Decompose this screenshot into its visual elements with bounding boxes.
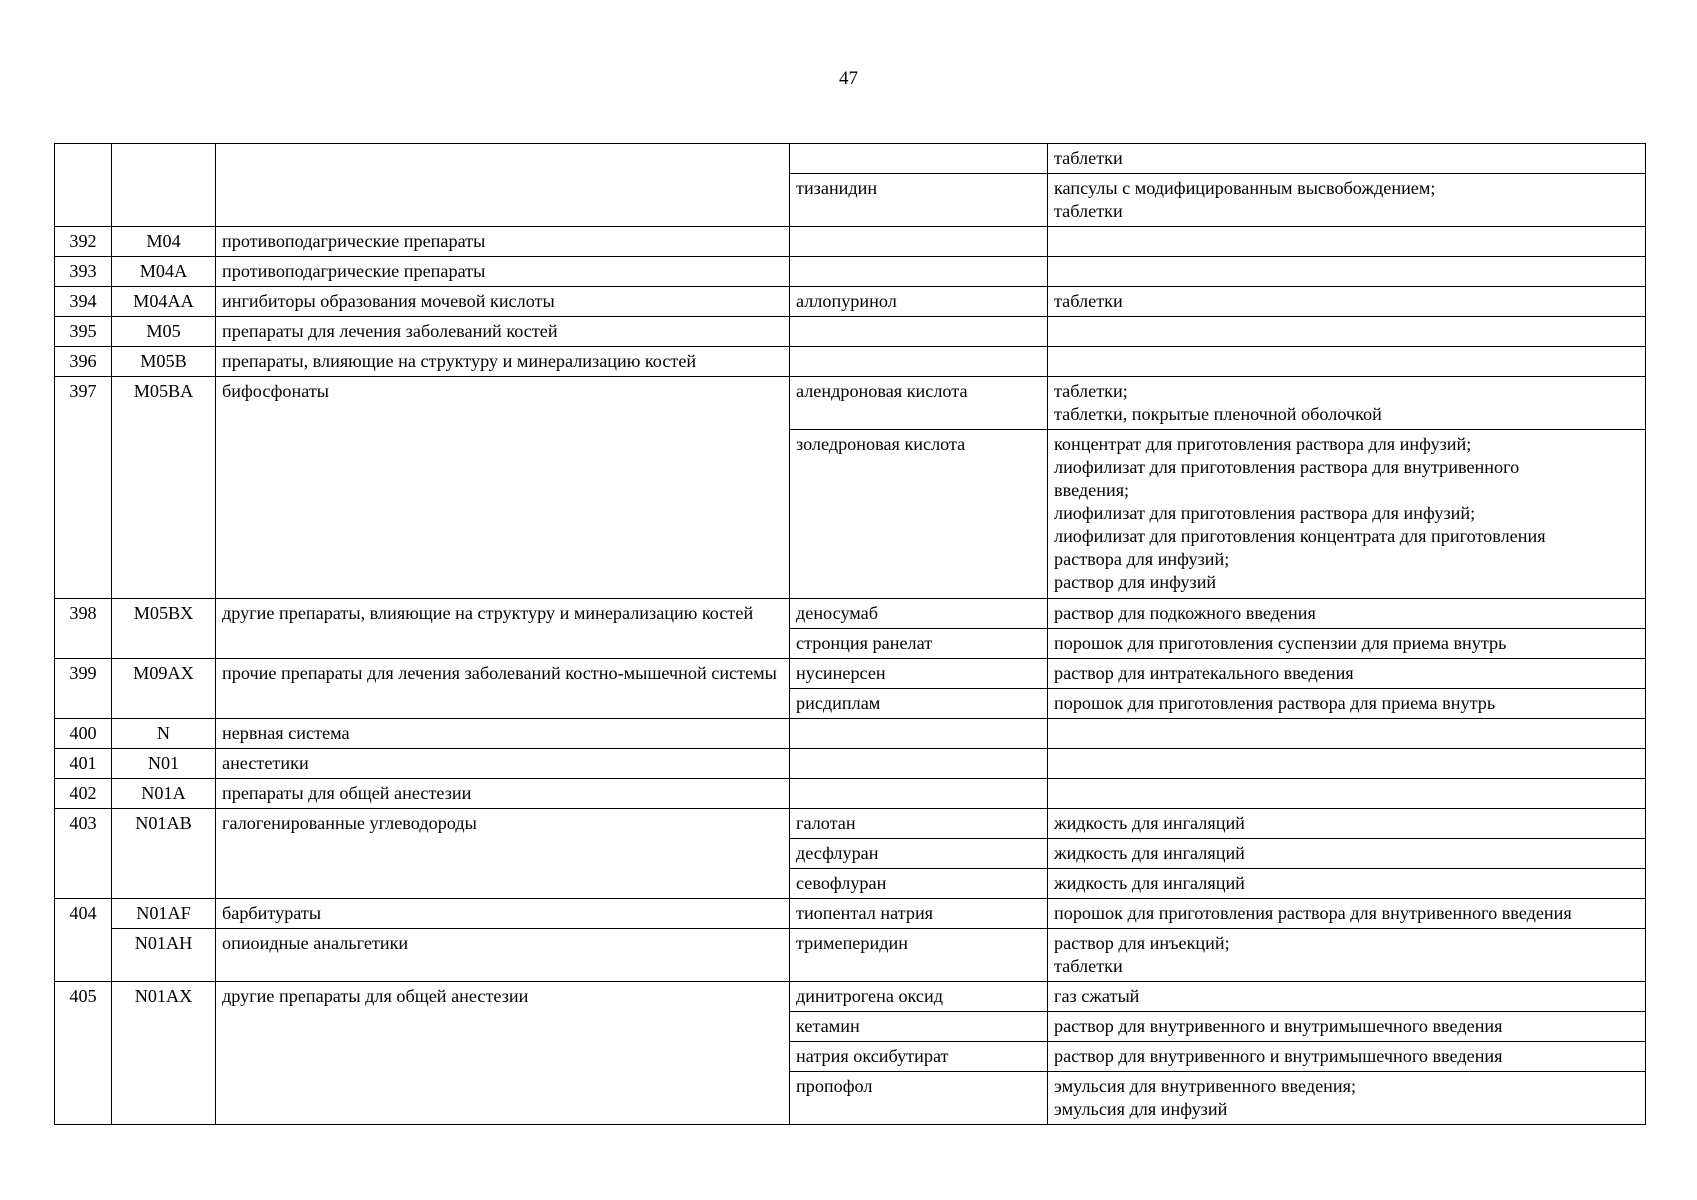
- dosage-forms: раствор для подкожного введения: [1048, 599, 1646, 629]
- group-name: прочие препараты для лечения заболеваний костно-мышечной системы: [216, 659, 790, 719]
- row-number: 395: [55, 317, 112, 347]
- table-row: [55, 899, 1646, 929]
- drug-name: динитрогена оксид: [790, 982, 1048, 1012]
- atc-code: [112, 144, 216, 227]
- drug-name: [790, 227, 1048, 257]
- atc-code: M05B: [112, 347, 216, 377]
- dosage-forms: [1048, 779, 1646, 809]
- dosage-forms: [1048, 749, 1646, 779]
- drug-name: десфлуран: [790, 839, 1048, 869]
- table-row: [55, 929, 1646, 982]
- drug-name: [790, 749, 1048, 779]
- row-number: 402: [55, 779, 112, 809]
- drug-name: кетамин: [790, 1012, 1048, 1042]
- group-name: другие препараты, влияющие на структуру и минерализацию костей: [216, 599, 790, 659]
- dosage-forms: [1048, 257, 1646, 287]
- page-number: 47: [839, 68, 858, 89]
- atc-code: M05: [112, 317, 216, 347]
- atc-code: N01AX: [112, 982, 216, 1125]
- dosage-forms: порошок для приготовления раствора для внутривенного введения: [1048, 899, 1646, 929]
- drug-name: [790, 257, 1048, 287]
- table-row: [55, 227, 1646, 257]
- drug-name: тизанидин: [790, 174, 1048, 227]
- dosage-forms: капсулы с модифицированным высвобождением; таблетки: [1048, 174, 1646, 227]
- group-name: галогенированные углеводороды: [216, 809, 790, 899]
- table-row: [55, 779, 1646, 809]
- table-row: [55, 257, 1646, 287]
- row-number: 393: [55, 257, 112, 287]
- atc-code: M04A: [112, 257, 216, 287]
- row-number: 403: [55, 809, 112, 899]
- drug-name: севофлуран: [790, 869, 1048, 899]
- dosage-forms: порошок для приготовления раствора для приема внутрь: [1048, 689, 1646, 719]
- group-name: [216, 144, 790, 227]
- dosage-forms: [1048, 227, 1646, 257]
- row-number: 394: [55, 287, 112, 317]
- drug-name: рисдиплам: [790, 689, 1048, 719]
- table-row: [55, 317, 1646, 347]
- drug-name: тиопентал натрия: [790, 899, 1048, 929]
- group-name: ингибиторы образования мочевой кислоты: [216, 287, 790, 317]
- drug-name: стронция ранелат: [790, 629, 1048, 659]
- atc-code: N01A: [112, 779, 216, 809]
- group-name: препараты для общей анестезии: [216, 779, 790, 809]
- row-number: [55, 144, 112, 227]
- drug-name: нусинерсен: [790, 659, 1048, 689]
- row-number: 401: [55, 749, 112, 779]
- table-row: [55, 749, 1646, 779]
- atc-code: M05BX: [112, 599, 216, 659]
- table-row: [55, 719, 1646, 749]
- dosage-forms: порошок для приготовления суспензии для приема внутрь: [1048, 629, 1646, 659]
- dosage-forms: [1048, 347, 1646, 377]
- table-row: [55, 287, 1646, 317]
- drug-name: тримеперидин: [790, 929, 1048, 982]
- atc-code: M04: [112, 227, 216, 257]
- drug-name: [790, 347, 1048, 377]
- dosage-forms: таблетки; таблетки, покрытые пленочной оболочкой: [1048, 377, 1646, 430]
- group-name: нервная система: [216, 719, 790, 749]
- dosage-forms: раствор для внутривенного и внутримышечного введения: [1048, 1012, 1646, 1042]
- atc-code: N01: [112, 749, 216, 779]
- dosage-forms: жидкость для ингаляций: [1048, 839, 1646, 869]
- drug-name: [790, 719, 1048, 749]
- dosage-forms: раствор для внутривенного и внутримышечного введения: [1048, 1042, 1646, 1072]
- row-number: 405: [55, 982, 112, 1125]
- drug-name: натрия оксибутират: [790, 1042, 1048, 1072]
- dosage-forms: [1048, 719, 1646, 749]
- group-name: препараты, влияющие на структуру и минерализацию костей: [216, 347, 790, 377]
- dosage-forms: газ сжатый: [1048, 982, 1646, 1012]
- drug-name: [790, 317, 1048, 347]
- atc-code: N01AF: [112, 899, 216, 929]
- group-name: анестетики: [216, 749, 790, 779]
- drug-name: пропофол: [790, 1072, 1048, 1125]
- group-name: препараты для лечения заболеваний костей: [216, 317, 790, 347]
- row-number: 400: [55, 719, 112, 749]
- table-row: [55, 599, 1646, 629]
- drug-name: аллопуринол: [790, 287, 1048, 317]
- group-name: бифосфонаты: [216, 377, 790, 599]
- drug-name: [790, 779, 1048, 809]
- table-row: [55, 144, 1646, 174]
- atc-code: N01AB: [112, 809, 216, 899]
- dosage-forms: таблетки: [1048, 287, 1646, 317]
- table-row: [55, 377, 1646, 430]
- drug-table: [54, 143, 1646, 1125]
- dosage-forms: раствор для интратекального введения: [1048, 659, 1646, 689]
- drug-name: деносумаб: [790, 599, 1048, 629]
- dosage-forms: эмульсия для внутривенного введения; эмульсия для инфузий: [1048, 1072, 1646, 1125]
- atc-code: M09AX: [112, 659, 216, 719]
- dosage-forms: концентрат для приготовления раствора для инфузий; лиофилизат для приготовления раствора для внутривенного введения; лиофилизат для приготовления раствора для инфузий; лиофилизат для приготовления концентрата для приготовления раствора для инфузий; раствор для инфузий: [1048, 430, 1646, 599]
- drug-name: золедроновая кислота: [790, 430, 1048, 599]
- dosage-forms: [1048, 317, 1646, 347]
- row-number: 396: [55, 347, 112, 377]
- row-number: 398: [55, 599, 112, 659]
- atc-code: N: [112, 719, 216, 749]
- atc-code: N01AH: [112, 929, 216, 982]
- dosage-forms: жидкость для ингаляций: [1048, 809, 1646, 839]
- row-number: 399: [55, 659, 112, 719]
- group-name: опиоидные анальгетики: [216, 929, 790, 982]
- drug-name: галотан: [790, 809, 1048, 839]
- row-number: 392: [55, 227, 112, 257]
- drug-name: [790, 144, 1048, 174]
- row-number: 397: [55, 377, 112, 599]
- dosage-forms: таблетки: [1048, 144, 1646, 174]
- table-row: [55, 347, 1646, 377]
- dosage-forms: жидкость для ингаляций: [1048, 869, 1646, 899]
- drug-name: алендроновая кислота: [790, 377, 1048, 430]
- group-name: противоподагрические препараты: [216, 227, 790, 257]
- dosage-forms: раствор для инъекций; таблетки: [1048, 929, 1646, 982]
- atc-code: M05BA: [112, 377, 216, 599]
- table-row: [55, 982, 1646, 1012]
- group-name: барбитураты: [216, 899, 790, 929]
- group-name: другие препараты для общей анестезии: [216, 982, 790, 1125]
- table-row: [55, 659, 1646, 689]
- group-name: противоподагрические препараты: [216, 257, 790, 287]
- table-row: [55, 809, 1646, 839]
- atc-code: M04AA: [112, 287, 216, 317]
- row-number: 404: [55, 899, 112, 982]
